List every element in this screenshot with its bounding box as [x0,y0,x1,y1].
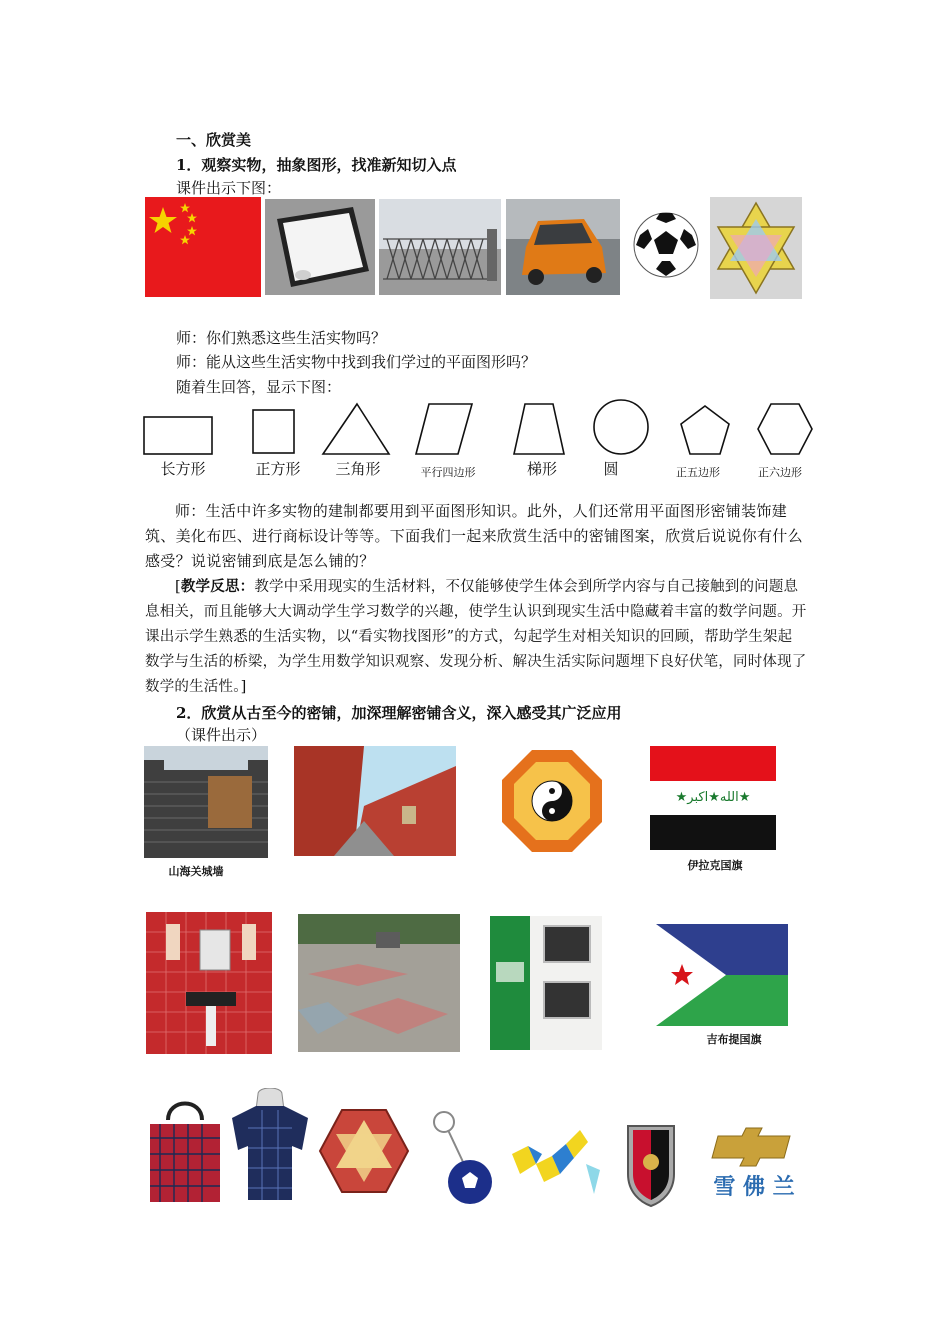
checkered-bag-image [146,1094,224,1206]
teacher-paragraph: 师：生活中许多实物的建制都要用到平面图形知识。此外，人们还常用平面图形密铺装饰建筑、美化布匹、进行商标设计等等。下面我们一起来欣赏生活中的密铺图案，欣赏后说说你有什么感受？说说密铺到底是怎么铺的？ [145,502,803,570]
great-wall-image [144,746,268,858]
subsection-1-title: 1．观察实物，抽象图形，找准新知切入点 [176,156,457,174]
trapezoid-shape [514,404,564,454]
square-shape [253,410,294,453]
teacher-question-2: 师：能从这些生活实物中找到我们学过的平面图形吗？ [176,353,537,371]
plaid-shirt-image [228,1088,312,1204]
great-wall-caption: 山海关城墙 [168,865,224,878]
triangle-shape [323,404,389,454]
iraq-flag-script: ★الله★اكبر★ [675,790,751,805]
reflection-label: 教学反思： [180,578,255,595]
brick-wall-image [294,746,456,856]
ball-keychain-image [424,1106,500,1210]
parallelogram-shape [416,404,472,454]
reflection-text: 教学中采用现实的生活材料，不仅能够使学生体会到所学内容与自己接触到的问题息息相关，而且能够大大调动学生学习数学的兴趣，使学生认识到现实生活中隐藏着丰富的数学问题。开课出示学生熟悉的生活实物，以“看实物找图形”的方式，勾起学生对相关知识的回顾，帮助学生架起数学与生活的桥梁，为学生用数学知识观察、发现分析、解决生活实际问题埋下良好伏笔，同时体现了数学的生活性。] [145,579,807,695]
reflection-open-bracket: [ [175,579,181,595]
building-tiles-image [490,916,602,1050]
iraq-flag-caption: 伊拉克国旗 [687,859,743,872]
courseware-line-2: （课件出示） [176,726,267,744]
iraq-flag-image [650,746,776,850]
snake-puzzle-image [508,1124,604,1200]
shape-label-circle: 圆 [603,460,619,478]
djibouti-flag-image [656,924,788,1026]
bathroom-tiles-image [146,912,272,1054]
chinese-checkers-star-image [710,197,802,299]
plane-shapes-row [140,396,820,460]
subsection-2-title: 2．欣赏从古至今的密铺，加深理解密铺含义，深入感受其广泛应用 [176,704,622,722]
shape-label-pentagon: 正五边形 [676,466,720,479]
hexagon-checkers-board-image [318,1108,410,1194]
teaching-reflection [145,574,807,700]
answer-line: 随着生回答，显示下图： [176,378,342,396]
rectangle-shape [144,417,212,454]
gate-image [379,199,501,295]
pentagon-shape [681,406,729,454]
chevrolet-logo-image [704,1124,804,1208]
shape-label-triangle: 三角形 [335,460,381,478]
shape-label-parallelogram: 平行四边形 [420,466,476,479]
paved-plaza-image [298,914,460,1052]
shape-label-trapezoid: 梯形 [526,460,557,478]
shape-label-rectangle: 长方形 [160,460,206,478]
shape-label-square: 正方形 [255,460,301,478]
circle-shape [594,400,648,454]
hexagon-shape [758,404,812,454]
djibouti-flag-caption: 吉布提国旗 [706,1033,762,1046]
chevrolet-brand-text: 雪 佛 兰 [713,1175,795,1200]
shape-label-hexagon: 正六边形 [758,466,802,479]
bagua-image [498,746,606,858]
orange-car-image [506,199,620,295]
roewe-logo-image [622,1118,680,1208]
teacher-question-1: 师：你们熟悉这些生活实物吗？ [176,329,387,347]
section-title: 一、欣赏美 [176,131,252,149]
square-plate-image [265,199,375,295]
soccer-ball-image [626,199,706,295]
china-flag-image [145,197,261,297]
courseware-line-1: 课件出示下图： [176,179,282,197]
